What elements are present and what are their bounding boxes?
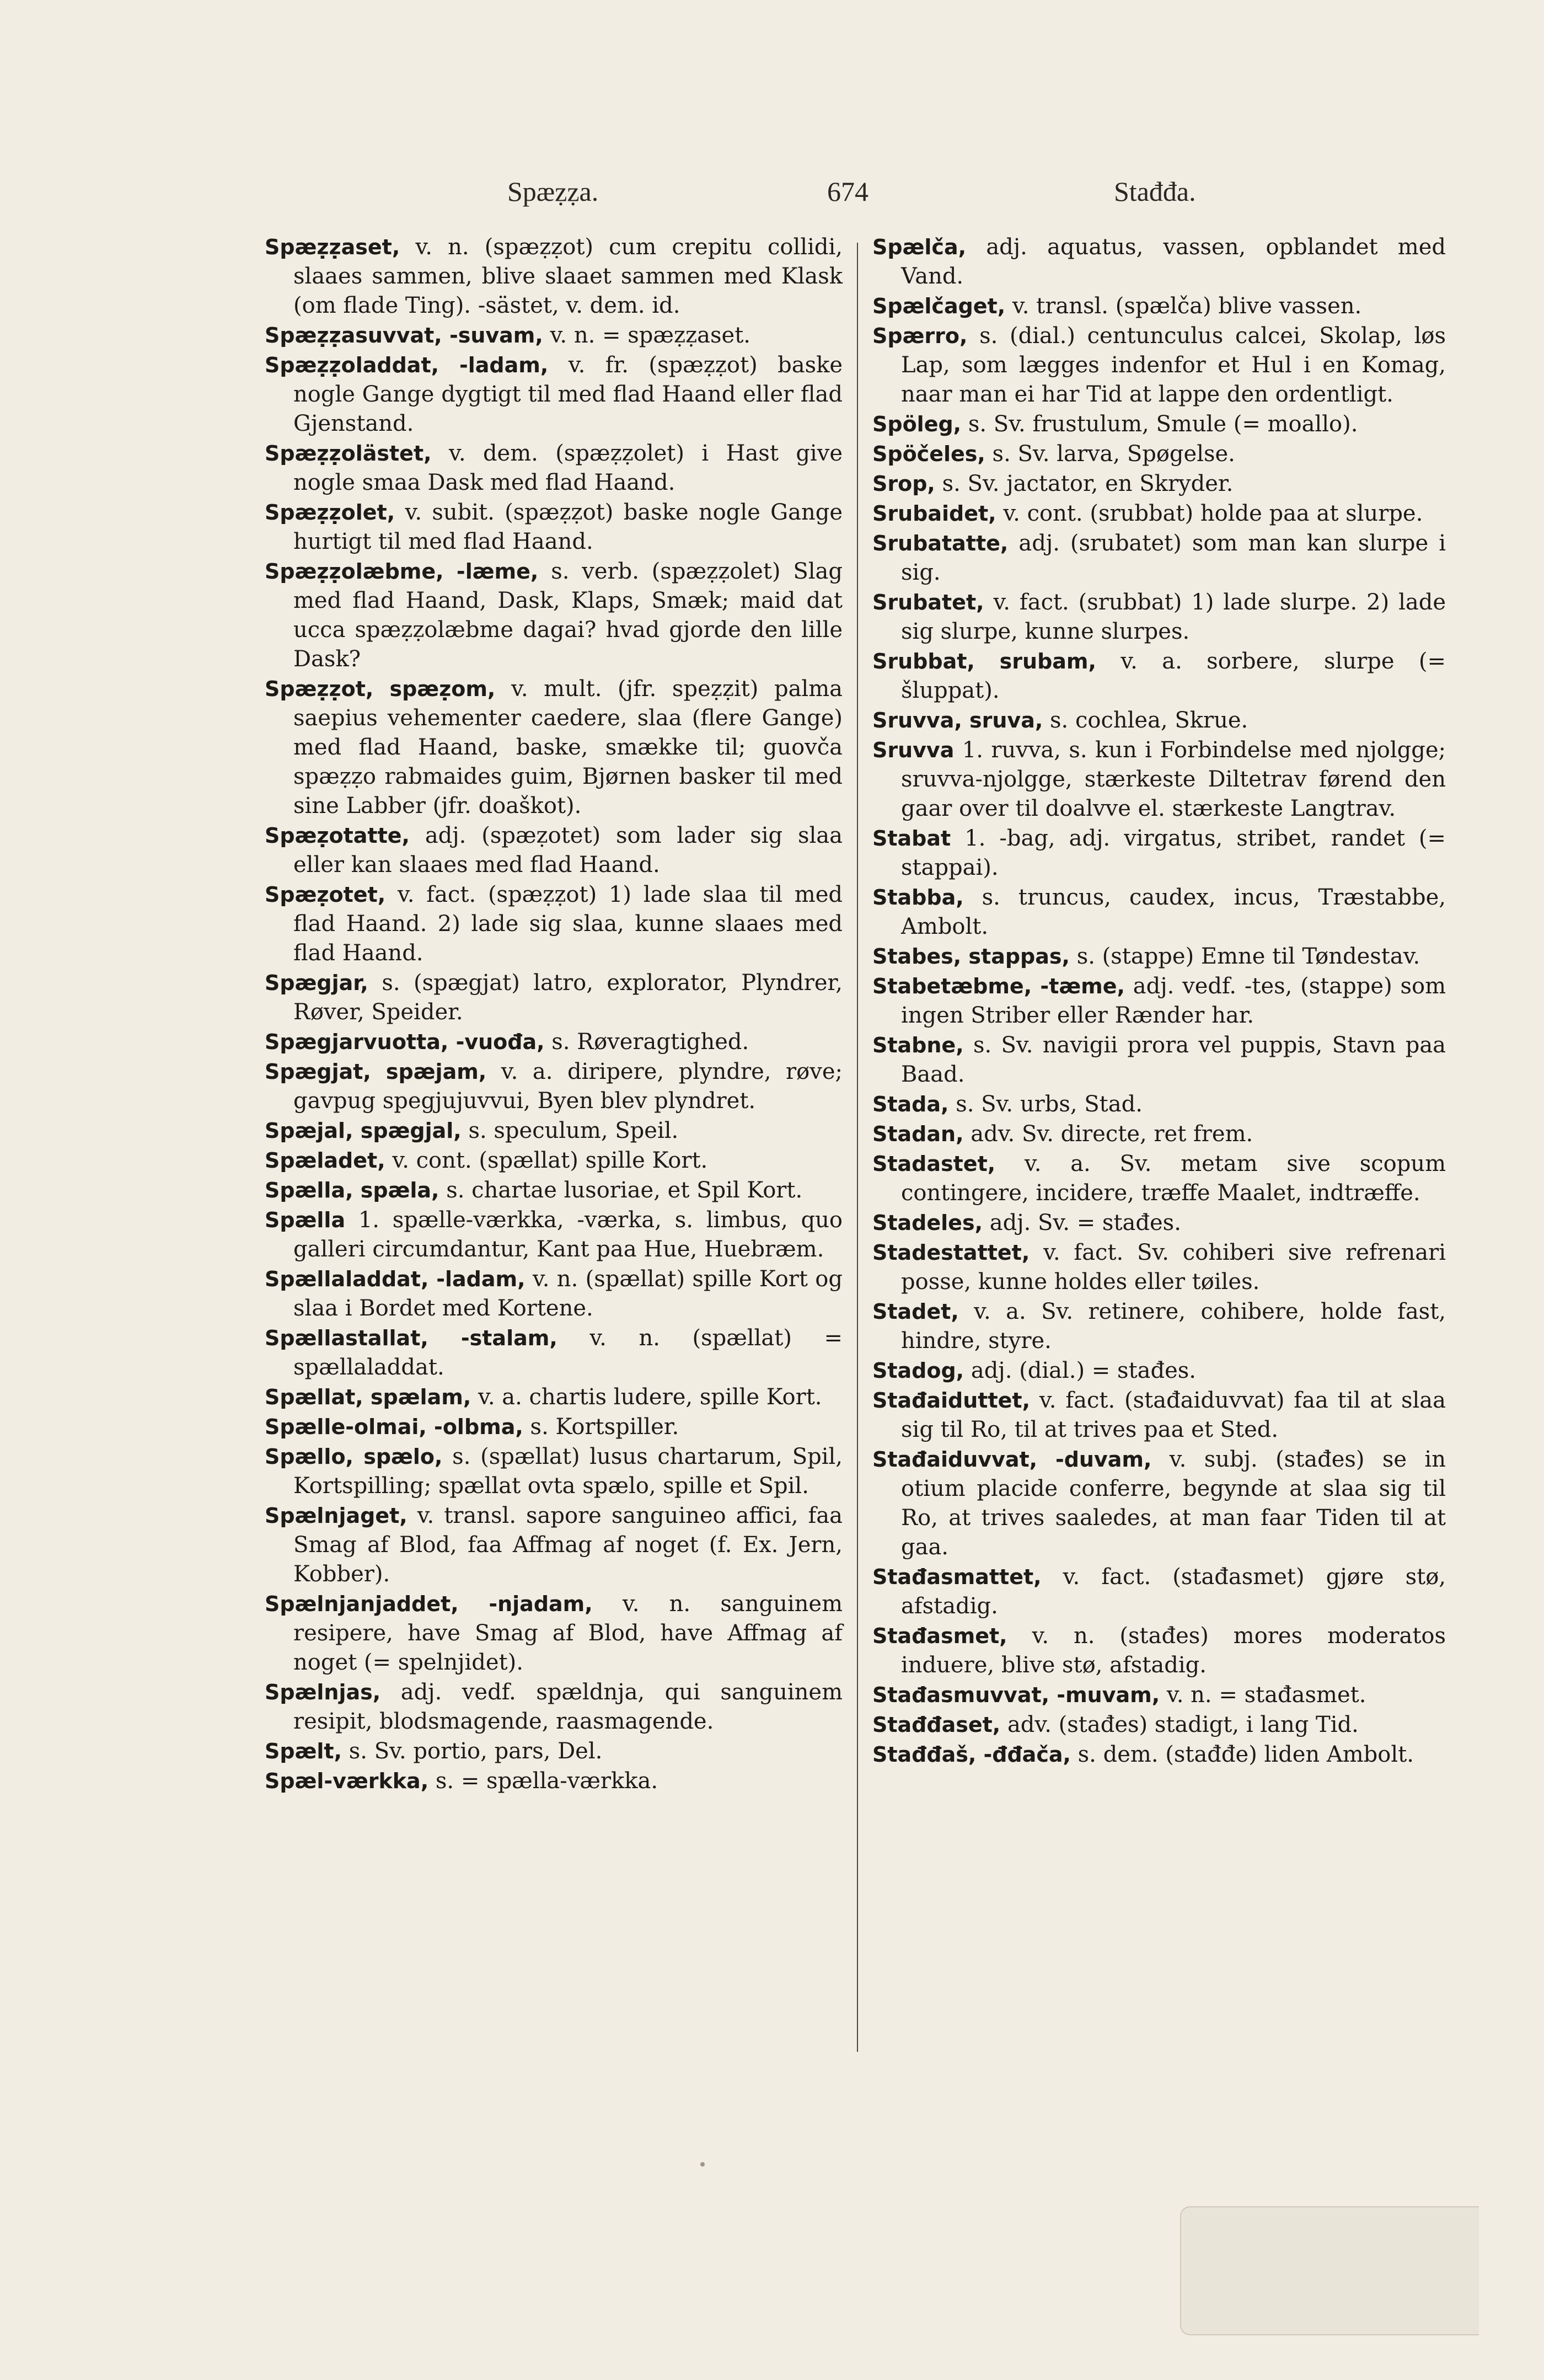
entry-definition: adv. (stađes) stadigt, i lang Tid. (1007, 1712, 1359, 1737)
entry-definition: adv. Sv. directe, ret frem. (971, 1121, 1253, 1147)
entry-definition: s. truncus, caudex, incus, Træstabbe, Ambolt. (901, 885, 1446, 939)
entry-definition: s. chartae lusoriae, et Spil Kort. (446, 1178, 803, 1203)
dictionary-entry (872, 647, 1446, 705)
entry-headword: Spælnjanjaddet, -njadam, (265, 1592, 593, 1616)
entry-headword: Sruvva (872, 738, 955, 762)
entry-headword: Spælča, (872, 235, 967, 259)
entry-definition: v. transl. sapore sanguineo affici, faa Smag af Blod, faa Affmag af noget (f. Ex. Jern, Kobber). (293, 1503, 843, 1587)
dictionary-entry (872, 883, 1446, 942)
dictionary-entry (872, 1208, 1446, 1238)
entry-headword: Spælla, spæla, (265, 1178, 439, 1202)
dictionary-entry (872, 1710, 1446, 1740)
entry-headword: Spöčeles, (872, 442, 985, 466)
entry-headword: Stabba, (872, 885, 964, 910)
entry-definition: s. (stappe) Emne til Tøndestav. (1076, 944, 1420, 969)
entry-definition: v. n. = spæẓẓaset. (550, 323, 750, 348)
entry-definition: s. Sv. navigii prora vel puppis, Stavn paa Baad. (901, 1033, 1446, 1087)
entry-definition: v. n. (spællat) spille Kort og slaa i Bordet med Kortene. (293, 1266, 843, 1321)
entry-headword: Stadet, (872, 1299, 959, 1324)
dictionary-entry (872, 1563, 1446, 1621)
dictionary-entry (265, 1678, 843, 1736)
dictionary-entry (265, 1737, 843, 1766)
entry-headword: Spæjal, spægjal, (265, 1119, 462, 1143)
entry-definition: v. a. sorbere, slurpe (= šluppat). (901, 649, 1446, 703)
entry-headword: Spælnjaget, (265, 1504, 408, 1528)
entry-definition: s. verb. (spæẓẓolet) Slag med flad Haand, Dask, Klaps, Smæk; maid dat ucca spæẓẓolæbme dagai? hvad gjorde den lille Dask? (293, 559, 843, 672)
entry-headword: Spælle-olmai, -olbma, (265, 1415, 523, 1439)
entry-headword: Srubatet, (872, 590, 984, 614)
entry-headword: Stađasmattet, (872, 1565, 1042, 1589)
entry-headword: Spæẓẓasuvvat, -suvam, (265, 323, 543, 347)
dictionary-entry (265, 321, 843, 350)
entry-headword: Stađaiduvvat, -duvam, (872, 1447, 1152, 1472)
entry-definition: v. fact. (stađaiduvvat) faa til at slaa sig til Ro, til at trives paa et Sted. (901, 1388, 1446, 1442)
entry-definition: v. a. diripere, plyndre, røve; gavpug spegjujuvvui, Byen blev plyndret. (293, 1059, 843, 1114)
entry-definition: 1. -bag, adj. virgatus, stribet, randet (= stappai). (901, 826, 1446, 880)
entry-headword: Srubatatte, (872, 531, 1009, 555)
entry-definition: v. a. chartis ludere, spille Kort. (478, 1384, 822, 1410)
entry-definition: s. Sv. jactator, en Skryder. (942, 471, 1234, 496)
entry-headword: Spæẓẓolet, (265, 500, 395, 525)
running-head-right-guideword: Stađđa. (1114, 176, 1196, 207)
right-column (872, 233, 1446, 1770)
dictionary-entry (872, 440, 1446, 469)
entry-definition: s. = spælla-værkka. (435, 1768, 658, 1794)
entry-headword: Stađđaset, (872, 1713, 1001, 1737)
running-head-left-guideword: Spæẓẓa. (507, 176, 599, 207)
entry-definition: s. Sv. larva, Spøgelse. (992, 441, 1235, 467)
dictionary-entry (872, 292, 1446, 321)
column-divider (857, 243, 858, 2052)
entry-headword: Stadeles, (872, 1211, 983, 1235)
entry-definition: v. fact. (stađasmet) gjøre stø, afstadig. (901, 1564, 1446, 1619)
entry-definition: v. a. Sv. metam sive scopum contingere, incidere, træffe Maalet, indtræffe. (901, 1151, 1446, 1206)
dictionary-entry (265, 1442, 843, 1501)
entry-definition: s. Sv. frustulum, Smule (= moallo). (968, 411, 1358, 437)
entry-headword: Spöleg, (872, 412, 962, 436)
entry-headword: Stađasmet, (872, 1624, 1007, 1648)
dictionary-entry (872, 1238, 1446, 1297)
dictionary-entry (872, 942, 1446, 971)
entry-headword: Stađđaš, -đđača, (872, 1742, 1071, 1767)
dictionary-entry (265, 1116, 843, 1146)
entry-definition: v. transl. (spælča) blive vassen. (1012, 293, 1362, 319)
entry-definition: s. Sv. portio, pars, Del. (349, 1739, 603, 1764)
entry-headword: Spælčaget, (872, 294, 1006, 318)
dictionary-entry (872, 1090, 1446, 1119)
dictionary-entry (265, 1767, 843, 1796)
entry-headword: Spægjarvuotta, -vuođa, (265, 1030, 545, 1054)
dictionary-entry (872, 736, 1446, 823)
entry-headword: Stada, (872, 1092, 949, 1116)
entry-headword: Spælnjas, (265, 1680, 381, 1704)
entry-headword: Stadastet, (872, 1152, 996, 1176)
dictionary-entry (872, 1120, 1446, 1149)
dictionary-entry (872, 706, 1446, 735)
entry-headword: Stabat (872, 826, 951, 851)
entry-definition: s. Røveragtighed. (551, 1029, 749, 1055)
entry-definition: adj. (srubatet) som man kan slurpe i sig. (901, 531, 1446, 585)
entry-definition: v. fact. (srubbat) 1) lade slurpe. 2) lade sig slurpe, kunne slurpes. (901, 590, 1446, 644)
dictionary-entry (872, 972, 1446, 1030)
dictionary-entry (265, 498, 843, 557)
dictionary-entry (872, 1031, 1446, 1089)
page-number: 674 (827, 176, 868, 207)
entry-definition: s. Kortspiller. (530, 1414, 679, 1440)
entry-definition: v. a. Sv. retinere, cohibere, holde fast, hindre, styre. (901, 1299, 1446, 1354)
dictionary-entry (265, 821, 843, 880)
entry-definition: adj. (dial.) = stađes. (971, 1358, 1197, 1383)
entry-definition: s. Sv. urbs, Stad. (956, 1092, 1143, 1117)
dictionary-entry (265, 1176, 843, 1205)
dictionary-entry (872, 824, 1446, 883)
dictionary-entry (872, 322, 1446, 409)
entry-definition: v. cont. (srubbat) holde paa at slurpe. (1003, 501, 1423, 526)
dictionary-entry (265, 1413, 843, 1442)
dictionary-entry (265, 880, 843, 968)
dictionary-entry (872, 1622, 1446, 1680)
dictionary-entry (265, 675, 843, 821)
dictionary-entry (872, 233, 1446, 291)
entry-headword: Spællat, spælam, (265, 1385, 471, 1409)
entry-definition: v. n. (stađes) mores moderatos induere, blive stø, afstadig. (901, 1623, 1446, 1678)
dictionary-entry (872, 410, 1446, 439)
entry-headword: Stađaiduttet, (872, 1388, 1031, 1413)
dictionary-entry (872, 1297, 1446, 1356)
dictionary-entry (265, 1501, 843, 1589)
entry-definition: s. (dial.) centunculus calcei, Skolap, løs Lap, som lægges indenfor et Hul i en Komag, naar man ei har Tid at lappe den ordentligt. (901, 323, 1446, 407)
entry-headword: Spægjar, (265, 971, 368, 995)
entry-headword: Spæladet, (265, 1148, 385, 1173)
entry-headword: Spæẓẓoladdat, -ladam, (265, 353, 549, 377)
dictionary-entry (265, 439, 843, 498)
dictionary-entry (265, 1028, 843, 1057)
entry-headword: Spærro, (872, 324, 968, 348)
entry-definition: s. speculum, Speil. (468, 1118, 679, 1143)
entry-definition: 1. spælle-værkka, -værka, s. limbus, quo galleri circumdantur, Kant paa Hue, Huebræm. (293, 1207, 843, 1262)
dictionary-entry (265, 1324, 843, 1382)
entry-headword: Srubbat, srubam, (872, 649, 1096, 673)
dictionary-entry (265, 1206, 843, 1264)
entry-headword: Stadestattet, (872, 1240, 1030, 1265)
dictionary-entry (872, 1681, 1446, 1710)
entry-headword: Stađasmuvvat, -muvam, (872, 1683, 1160, 1707)
dictionary-entry (265, 1265, 843, 1323)
entry-headword: Spægjat, spæjam, (265, 1060, 487, 1084)
entry-headword: Spæẓotet, (265, 883, 386, 907)
entry-headword: Stabne, (872, 1033, 964, 1057)
entry-headword: Stadan, (872, 1122, 964, 1146)
entry-definition: adj. vedf. spældnja, qui sanguinem resipit, blodsmagende, raasmagende. (293, 1680, 843, 1734)
entry-definition: v. cont. (spællat) spille Kort. (392, 1148, 708, 1173)
dictionary-entry (872, 1445, 1446, 1562)
entry-definition: s. dem. (stađđe) liden Ambolt. (1077, 1742, 1414, 1767)
entry-definition: 1. ruvva, s. kun i Forbindelse med njolgge; sruvva-njolgge, stærkeste Diltetrav førend den gaar over til doalvve el. stærkeste Langtrav. (901, 737, 1446, 821)
dictionary-entry (265, 557, 843, 674)
page-edge-tab (1180, 2206, 1479, 2335)
entry-definition: v. fr. (spæẓẓot) baske nogle Gange dygtigt til med flad Haand eller flad Gjenstand. (293, 352, 843, 436)
entry-definition: adj. Sv. = stađes. (989, 1210, 1181, 1236)
dictionary-entry (265, 1146, 843, 1175)
entry-definition: adj. vedf. -tes, (stappe) som ingen Striber eller Rænder har. (901, 974, 1446, 1028)
dictionary-entry (872, 1740, 1446, 1769)
dictionary-entry (265, 969, 843, 1027)
entry-headword: Srubaidet, (872, 501, 996, 526)
entry-definition: v. fact. Sv. cohiberi sive refrenari posse, kunne holdes eller tøiles. (901, 1240, 1446, 1295)
entry-definition: v. subj. (stađes) se in otium placide conferre, begynde at slaa sig til Ro, at trives saaledes, at man faar Tiden til at gaa. (901, 1447, 1446, 1560)
left-column (265, 233, 843, 1796)
dictionary-entry (872, 469, 1446, 499)
entry-headword: Stabes, stappas, (872, 944, 1070, 969)
entry-definition: s. (spællat) lusus chartarum, Spil, Kortspilling; spællat ovta spælo, spille et Spil. (293, 1444, 843, 1499)
entry-definition: v. subit. (spæẓẓot) baske nogle Gange hurtigt til med flad Haand. (293, 500, 843, 554)
entry-definition: s. (spægjat) latro, explorator, Plyndrer, Røver, Speider. (293, 970, 843, 1025)
entry-headword: Spællastallat, -stalam, (265, 1326, 557, 1350)
dictionary-entry (265, 351, 843, 438)
entry-headword: Stabetæbme, -tæme, (872, 974, 1125, 998)
entry-headword: Spælt, (265, 1739, 342, 1763)
entry-headword: Sruvva, sruva, (872, 708, 1043, 732)
ink-speck (700, 2162, 705, 2167)
dictionary-entry (872, 1149, 1446, 1208)
entry-definition: v. fact. (spæẓẓot) 1) lade slaa til med flad Haand. 2) lade sig slaa, kunne slaaes med flad Haand. (293, 882, 843, 966)
entry-definition: v. n. = stađasmet. (1166, 1682, 1366, 1708)
dictionary-entry (872, 499, 1446, 528)
running-head (0, 175, 1544, 208)
entry-headword: Srop, (872, 472, 935, 496)
entry-definition: v. mult. (jfr. speẓẓit) palma saepius vehementer caedere, slaa (flere Gange) med flad Haand, baske, smække til; guovča spæẓẓo rabmaides guim, Bjørnen basker til med sine Labber (jfr. doaškot). (293, 676, 843, 819)
entry-headword: Stadog, (872, 1359, 964, 1383)
entry-headword: Spællaladdat, -ladam, (265, 1267, 526, 1291)
entry-headword: Spæẓẓolæbme, -læme, (265, 559, 539, 584)
entry-definition: adj. (spæẓotet) som lader sig slaa eller kan slaaes med flad Haand. (293, 823, 843, 878)
entry-headword: Spæẓẓaset, (265, 235, 400, 259)
entry-definition: v. n. (spæẓẓot) cum crepitu collidi, slaaes sammen, blive slaaet sammen med Klask (om flade Ting). -sästet, v. dem. id. (293, 234, 843, 318)
entry-definition: v. n. sanguinem resipere, have Smag af Blod, have Affmag af noget (= spelnjidet). (293, 1591, 843, 1675)
entry-headword: Spæẓẓot, spæẓom, (265, 677, 496, 701)
dictionary-entry (872, 529, 1446, 587)
dictionary-entry (265, 1590, 843, 1677)
entry-headword: Spæẓẓolästet, (265, 441, 432, 466)
dictionary-entry (872, 588, 1446, 646)
dictionary-entry (265, 1057, 843, 1116)
entry-headword: Spæl-værkka, (265, 1769, 429, 1793)
dictionary-entry (265, 1383, 843, 1412)
entry-definition: v. dem. (spæẓẓolet) i Hast give nogle smaa Dask med flad Haand. (293, 441, 843, 495)
dictionary-entry (872, 1356, 1446, 1386)
dictionary-entry (872, 1386, 1446, 1445)
entry-headword: Spæẓotatte, (265, 823, 410, 848)
entry-definition: v. n. (spællat) = spællaladdat. (293, 1325, 843, 1380)
entry-headword: Spællo, spælo, (265, 1445, 443, 1469)
entry-definition: adj. aquatus, vassen, opblandet med Vand. (901, 234, 1446, 289)
entry-headword: Spælla (265, 1208, 346, 1232)
entry-definition: s. cochlea, Skrue. (1050, 708, 1248, 733)
dictionary-entry (265, 233, 843, 320)
